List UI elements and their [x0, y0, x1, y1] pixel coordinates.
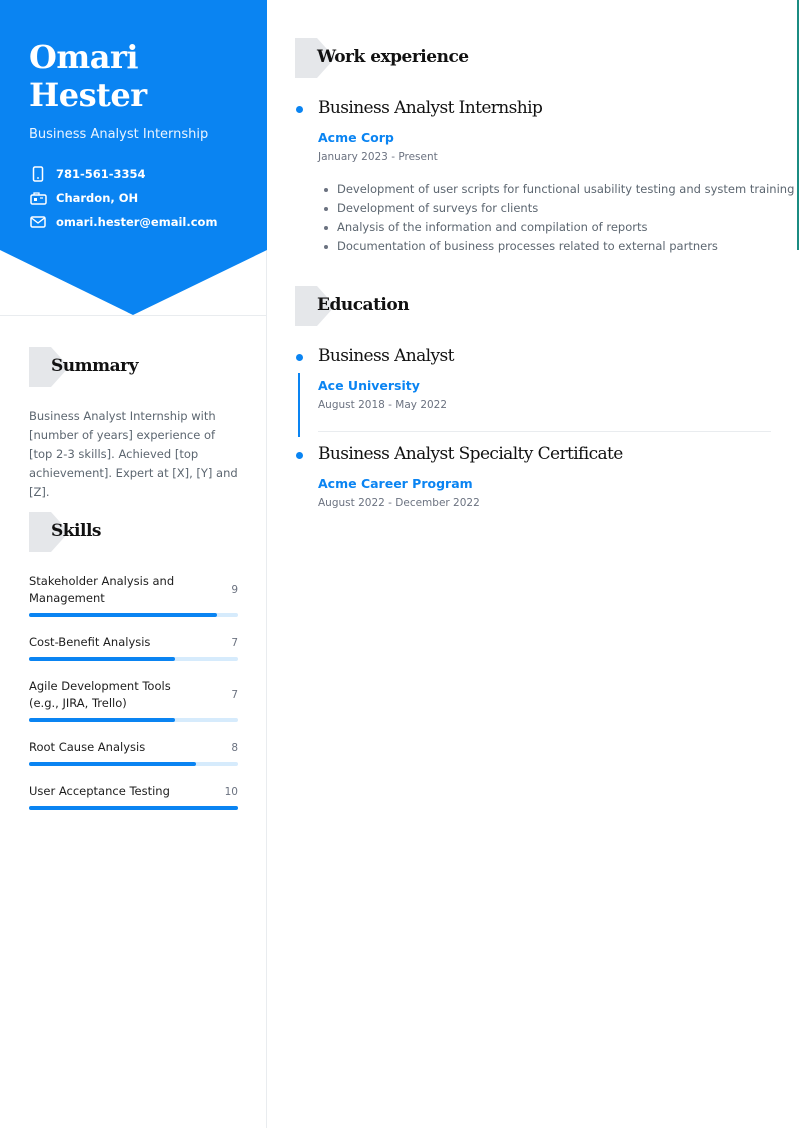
skill-level: 10	[224, 785, 238, 798]
skill-bar-fill	[29, 718, 175, 722]
phone-text[interactable]: 781-561-3354	[56, 167, 146, 181]
skill-bar-fill	[29, 762, 196, 766]
sidebar	[0, 0, 267, 1128]
contact-location	[29, 186, 259, 210]
education-title: Education	[317, 295, 410, 315]
company-name: Acme Corp	[318, 130, 394, 145]
job-title: Business Analyst Internship	[29, 127, 209, 142]
contact-email	[29, 210, 259, 234]
responsibilities-list	[318, 180, 795, 256]
timeline-dot	[296, 106, 303, 113]
responsibility-item: Documentation of business processes related to external partners	[318, 237, 771, 256]
summary-text: Business Analyst Internship with [number of years] experience of [top 2-3 skills]. Achieved [top achievement]. Expert at [X], [Y] and [Z].	[29, 409, 238, 499]
skill-bar	[29, 762, 238, 766]
email-icon	[29, 214, 47, 230]
skill-name: Root Cause Analysis	[29, 740, 146, 754]
education-heading	[295, 286, 771, 326]
skills-title: Skills	[51, 521, 102, 541]
skill-level: 7	[231, 689, 238, 701]
skills-list	[29, 573, 238, 810]
timeline-dot	[296, 452, 303, 459]
skills-heading	[29, 512, 238, 552]
education-entry	[295, 344, 771, 411]
skill-item	[29, 739, 238, 766]
skill-bar	[29, 657, 238, 661]
skill-bar	[29, 806, 238, 810]
responsibility-item: Analysis of the information and compilation of reports	[318, 218, 771, 237]
timeline-line	[298, 373, 300, 437]
main-content	[295, 38, 795, 509]
skill-item	[29, 573, 238, 617]
position-title: Business Analyst Internship	[318, 98, 543, 118]
skill-name: User Acceptance Testing	[29, 784, 170, 798]
skill-bar	[29, 718, 238, 722]
institution-name: Acme Career Program	[318, 476, 473, 491]
education-entry	[295, 442, 771, 509]
summary-section	[29, 347, 239, 502]
work-section	[295, 38, 795, 256]
education-dates: August 2018 - May 2022	[318, 399, 448, 411]
education-section	[295, 286, 771, 509]
email-text[interactable]: omari.hester@email.com	[56, 215, 218, 229]
responsibility-item: Development of surveys for clients	[318, 199, 771, 218]
summary-title: Summary	[51, 356, 138, 376]
degree-title: Business Analyst	[318, 346, 454, 366]
last-name: Hester	[29, 76, 147, 114]
page-edge-accent	[797, 0, 799, 250]
work-entry	[295, 96, 795, 256]
responsibility-item: Development of user scripts for functional usability testing and system training	[318, 180, 771, 199]
skill-name: Agile Development Tools (e.g., JIRA, Trello)	[29, 679, 171, 710]
skill-item	[29, 783, 238, 810]
phone-icon	[29, 166, 47, 182]
entry-divider	[318, 431, 771, 432]
skill-level: 8	[231, 741, 238, 754]
skill-name: Stakeholder Analysis and Management	[29, 574, 175, 605]
work-dates: January 2023 - Present	[318, 151, 438, 163]
work-title: Work experience	[317, 47, 469, 67]
header-divider	[0, 315, 267, 316]
skill-bar-fill	[29, 806, 238, 810]
location-text: Chardon, OH	[56, 191, 139, 205]
skill-bar-fill	[29, 613, 217, 617]
institution-name: Ace University	[318, 378, 420, 393]
skill-name: Cost-Benefit Analysis	[29, 635, 151, 649]
contact-list	[29, 162, 259, 234]
profile-header	[0, 0, 267, 316]
candidate-name	[29, 38, 259, 114]
first-name: Omari	[29, 38, 138, 76]
contact-phone	[29, 162, 259, 186]
skill-item	[29, 678, 238, 722]
education-dates: August 2022 - December 2022	[318, 497, 480, 509]
skill-level: 9	[231, 584, 238, 596]
degree-title: Business Analyst Specialty Certificate	[318, 444, 623, 464]
skill-item	[29, 634, 238, 661]
timeline-dot	[296, 354, 303, 361]
location-icon	[29, 190, 47, 206]
skills-section	[29, 512, 238, 827]
summary-heading	[29, 347, 239, 387]
skill-level: 7	[231, 636, 238, 649]
skill-bar-fill	[29, 657, 175, 661]
work-heading	[295, 38, 771, 78]
skill-bar	[29, 613, 238, 617]
